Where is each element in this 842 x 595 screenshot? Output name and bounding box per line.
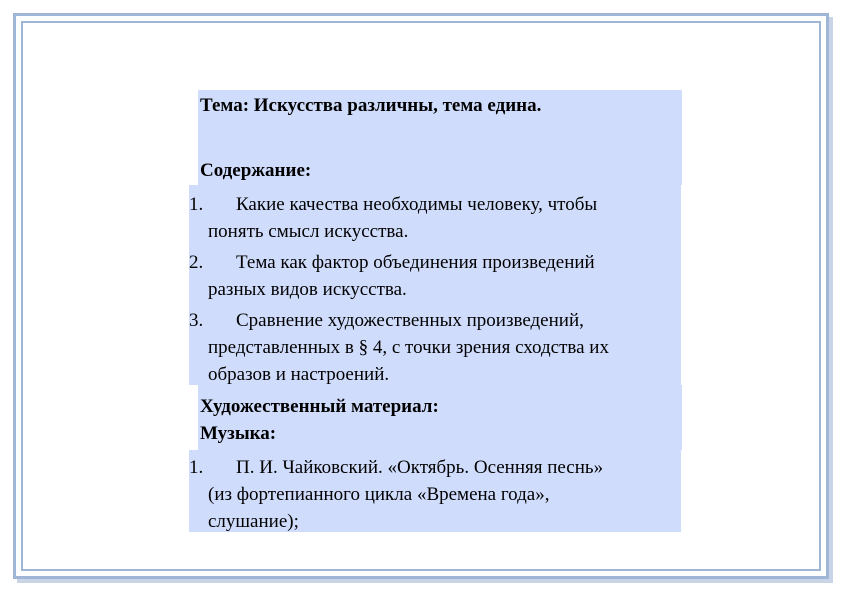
frame-shadow-bottom (17, 579, 833, 583)
title-block (198, 90, 682, 185)
list-item-number: 1. (189, 457, 204, 478)
content-list (189, 185, 681, 385)
list-item-line: разных видов искусства. (208, 279, 407, 300)
list-item-line: понять смысл искусства. (208, 221, 409, 242)
frame-shadow-right (829, 17, 833, 579)
content-heading: Содержание: (200, 160, 312, 181)
list-item-line: (из фортепианного цикла «Времена года», (208, 484, 550, 505)
list-item-line: П. И. Чайковский. «Октябрь. Осенняя песнь» (236, 457, 604, 478)
material-block (198, 385, 682, 450)
list-item-number: 1. (189, 194, 204, 215)
list-item-number: 2. (189, 252, 204, 273)
list-item-line: Сравнение художественных произведений, (236, 310, 584, 331)
list-item-line: представленных в § 4, с точки зрения сходства их (208, 337, 609, 358)
list-item-line: образов и настроений. (208, 364, 390, 385)
list-item-number: 3. (189, 310, 204, 331)
list-item-line: слушание); (208, 511, 299, 532)
music-heading: Музыка: (200, 423, 277, 444)
music-list (189, 450, 681, 532)
material-heading: Художественный материал: (200, 396, 439, 417)
list-item-line: Какие качества необходимы человеку, чтобы (236, 194, 598, 215)
lesson-title: Тема: Искусства различны, тема едина. (200, 95, 542, 116)
list-item-line: Тема как фактор объединения произведений (236, 252, 595, 273)
